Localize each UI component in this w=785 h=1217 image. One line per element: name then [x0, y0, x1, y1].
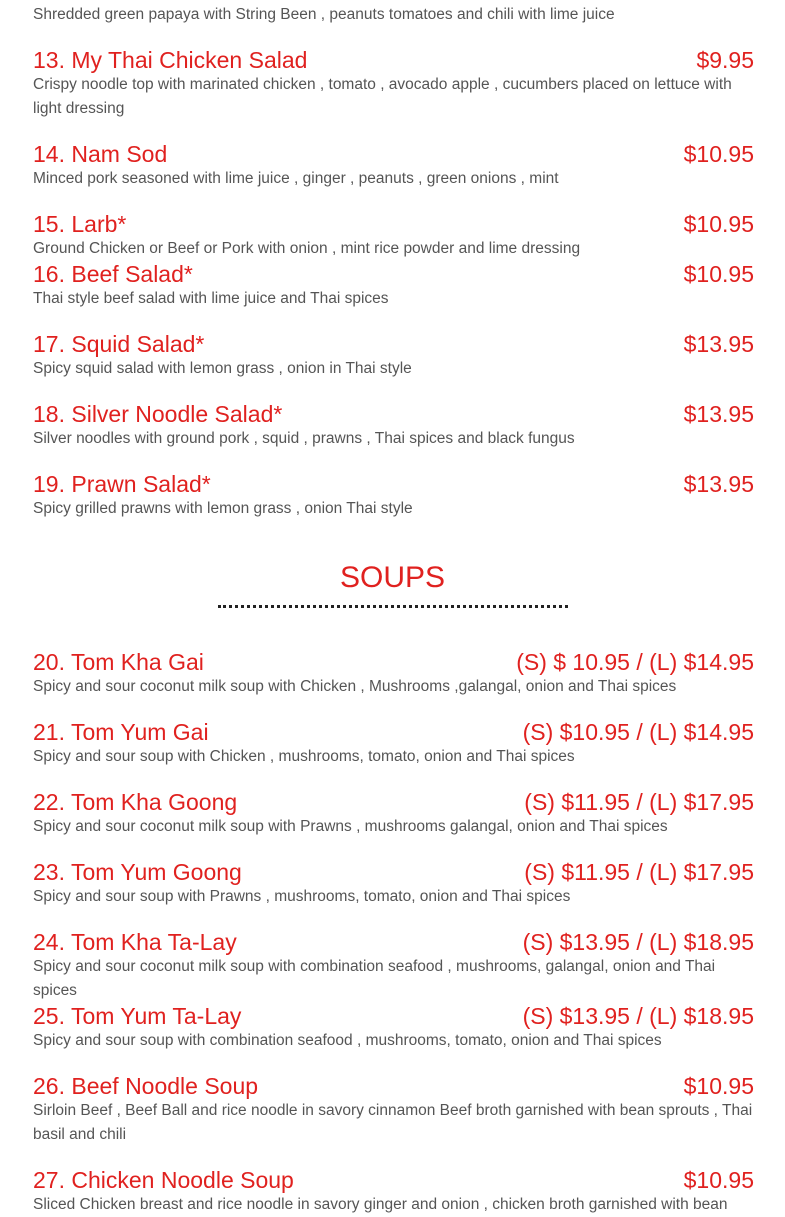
menu-item-19: [33, 469, 754, 521]
menu-item-price: $10.95: [683, 1073, 754, 1099]
menu-item-name: 21. Tom Yum Gai: [33, 719, 209, 745]
menu-item-price: $13.95: [683, 331, 754, 357]
menu-item-description: Spicy and sour coconut milk soup with combination seafood , mushrooms, galangal, onion and Thai spices: [33, 958, 716, 999]
menu-item-name: 25. Tom Yum Ta-Lay: [33, 1003, 242, 1029]
menu-item-name: 20. Tom Kha Gai: [33, 649, 204, 675]
menu-item-description: Spicy grilled prawns with lemon grass , onion Thai style: [33, 500, 413, 517]
menu-item-name: 22. Tom Kha Goong: [33, 789, 238, 815]
menu-item-name: 26. Beef Noodle Soup: [33, 1073, 259, 1099]
menu-item-description: Thai style beef salad with lime juice and Thai spices: [33, 290, 389, 307]
menu-item-price: (S) $11.95 / (L) $17.95: [524, 859, 754, 885]
menu-item-name: 24. Tom Kha Ta-Lay: [33, 929, 237, 955]
menu-item-23: [33, 857, 754, 909]
menu-item-18: [33, 399, 754, 451]
menu-item-24: [33, 927, 754, 1003]
menu-item-22: [33, 787, 754, 839]
menu-item-name: 18. Silver Noodle Salad*: [33, 401, 283, 427]
menu-item-name: 27. Chicken Noodle Soup: [33, 1167, 294, 1193]
menu-item-price: $13.95: [683, 471, 754, 497]
menu-item-name: 15. Larb*: [33, 211, 127, 237]
menu-item-description: Spicy and sour soup with combination seafood , mushrooms, tomato, onion and Thai spices: [33, 1032, 662, 1049]
menu-item-27: [33, 1165, 754, 1217]
menu-item-14: [33, 139, 754, 191]
menu-item-description: Silver noodles with ground pork , squid , prawns , Thai spices and black fungus: [33, 430, 575, 447]
menu-item-description: Crispy noodle top with marinated chicken , tomato , avocado apple , cucumbers placed on lettuce with light dressing: [33, 76, 732, 117]
menu-item-price: (S) $10.95 / (L) $14.95: [522, 719, 754, 745]
menu-item-price: (S) $13.95 / (L) $18.95: [522, 929, 754, 955]
menu-item-description: Spicy squid salad with lemon grass , onion in Thai style: [33, 360, 412, 377]
menu-item-20: [33, 647, 754, 699]
menu-item-description: Spicy and sour soup with Prawns , mushrooms, tomato, onion and Thai spices: [33, 888, 571, 905]
menu-item-price: (S) $11.95 / (L) $17.95: [524, 789, 754, 815]
menu-item-price: $10.95: [683, 261, 754, 287]
section-title-soups: SOUPS: [339, 561, 446, 594]
menu-item-13: [33, 45, 754, 121]
menu-item-description: Sliced Chicken breast and rice noodle in savory ginger and onion , chicken broth garnished with bean: [33, 1196, 728, 1213]
menu-item-name: 14. Nam Sod: [33, 141, 168, 167]
menu-item-price: $10.95: [683, 211, 754, 237]
menu-item-17: [33, 329, 754, 381]
menu-item-description: Ground Chicken or Beef or Pork with onion , mint rice powder and lime dressing: [33, 240, 581, 257]
menu-item-name: 13. My Thai Chicken Salad: [33, 47, 308, 73]
menu-item-name: 16. Beef Salad*: [33, 261, 193, 287]
menu-item-21: [33, 717, 754, 769]
menu-item-description: Sirloin Beef , Beef Ball and rice noodle in savory cinnamon Beef broth garnished with bean sprouts , Thai basil and chili: [33, 1102, 753, 1143]
menu-item-16: [33, 259, 754, 311]
menu-item-15: [33, 209, 754, 261]
menu-item-price: $13.95: [683, 401, 754, 427]
menu-item-name: 17. Squid Salad*: [33, 331, 205, 357]
menu-item-description: Spicy and sour coconut milk soup with Prawns , mushrooms galangal, onion and Thai spices: [33, 818, 668, 835]
menu-item-name: 23. Tom Yum Goong: [33, 859, 242, 885]
menu-item-price: $10.95: [683, 1167, 754, 1193]
menu-item-description: Minced pork seasoned with lime juice , ginger , peanuts , green onions , mint: [33, 170, 559, 187]
menu-item-price: (S) $ 10.95 / (L) $14.95: [516, 649, 754, 675]
menu-item-26: [33, 1071, 754, 1147]
menu-item-price: $10.95: [683, 141, 754, 167]
menu-item-description: Spicy and sour soup with Chicken , mushrooms, tomato, onion and Thai spices: [33, 748, 575, 765]
menu-item-description: Shredded green papaya with String Been , peanuts tomatoes and chili with lime juice: [33, 6, 615, 23]
menu-item-description: Spicy and sour coconut milk soup with Chicken , Mushrooms ,galangal, onion and Thai spices: [33, 678, 677, 695]
menu-item-price: $9.95: [696, 47, 754, 73]
menu-item-price: (S) $13.95 / (L) $18.95: [522, 1003, 754, 1029]
menu-item-25: [33, 1001, 754, 1053]
menu-item-name: 19. Prawn Salad*: [33, 471, 211, 497]
section-divider: [218, 605, 568, 608]
